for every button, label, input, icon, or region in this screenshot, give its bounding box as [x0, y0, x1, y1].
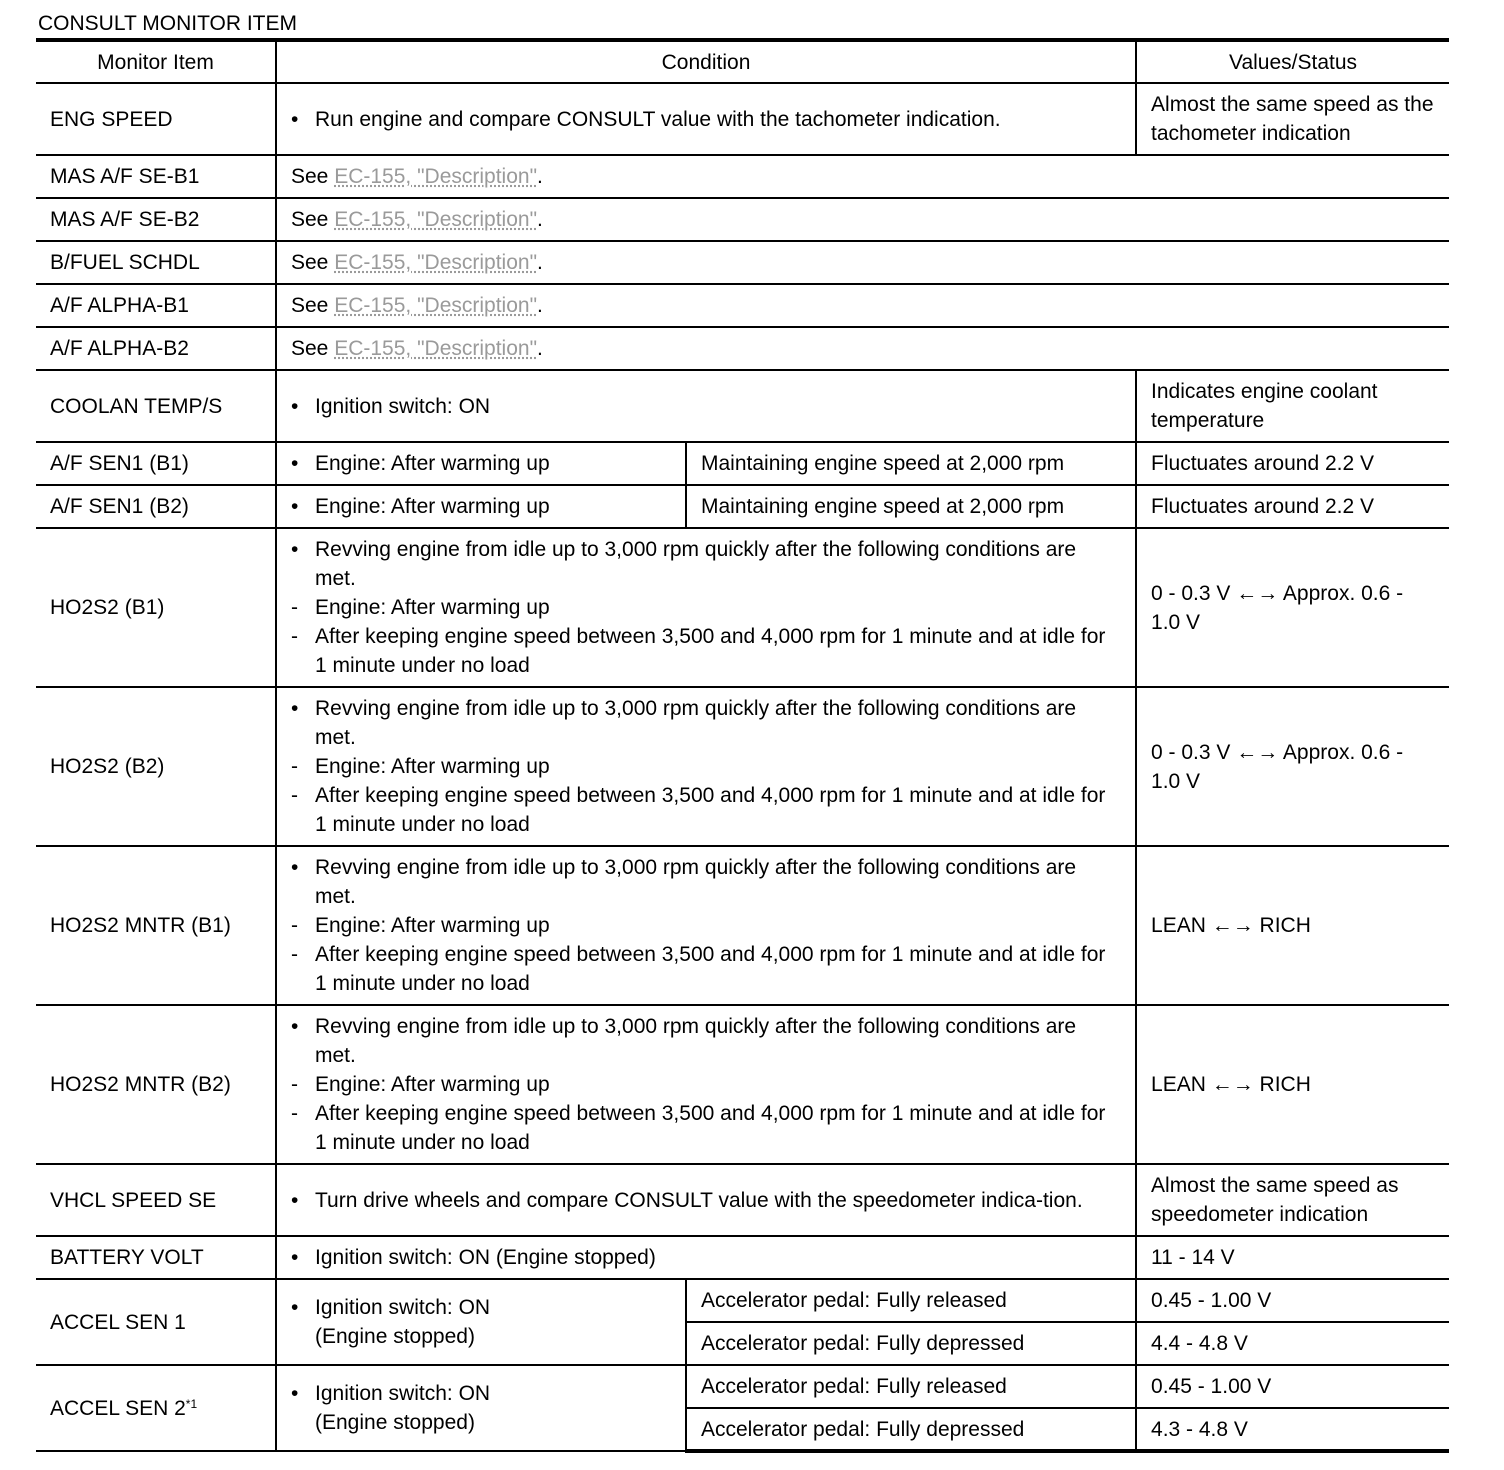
condition-text: Engine: After warming up	[315, 495, 550, 518]
monitor-item: ACCEL SEN 1	[36, 1279, 276, 1365]
monitor-item: MAS A/F SE-B2	[36, 198, 276, 241]
table-row	[36, 1365, 1449, 1408]
value-cell: 4.3 - 4.8 V	[1136, 1408, 1449, 1451]
see-label: See	[291, 337, 335, 360]
condition-line: Ignition switch: ON	[315, 1296, 491, 1319]
table-row	[36, 83, 1449, 155]
reference-cell: See EC-155, "Description".	[276, 284, 1449, 327]
condition-subtext: Engine: After warming up	[315, 1073, 550, 1096]
condition-cell	[276, 1236, 1136, 1279]
description-link[interactable]: EC-155, "Description"	[334, 337, 538, 360]
sub-condition-cell: Accelerator pedal: Fully released	[686, 1279, 1136, 1322]
condition-text: Revving engine from idle up to 3,000 rpm quickly after the following conditions are met.	[315, 538, 1077, 590]
table-row	[36, 1236, 1449, 1279]
condition-cell	[276, 442, 686, 485]
reference-cell: See EC-155, "Description".	[276, 241, 1449, 284]
condition-text: Turn drive wheels and compare CONSULT value with the speedometer indica-tion.	[315, 1188, 1083, 1212]
description-link[interactable]: EC-155, "Description"	[334, 165, 538, 188]
condition-cell	[276, 1365, 686, 1451]
condition-cell	[276, 370, 1136, 442]
condition-subtext: After keeping engine speed between 3,500 and 4,000 rpm for 1 minute and at idle for 1 minute under no load	[315, 943, 1106, 995]
dash: -	[291, 596, 298, 619]
monitor-item: COOLAN TEMP/S	[36, 370, 276, 442]
value-cell: 0 - 0.3 V ←→ Approx. 0.6 - 1.0 V	[1136, 687, 1449, 846]
monitor-item	[36, 1365, 276, 1451]
description-link[interactable]: EC-155, "Description"	[334, 208, 538, 231]
value-cell: 0.45 - 1.00 V	[1136, 1365, 1449, 1408]
monitor-item: VHCL SPEED SE	[36, 1164, 276, 1236]
condition-text: Revving engine from idle up to 3,000 rpm quickly after the following conditions are met.	[315, 1015, 1077, 1067]
table-row	[36, 485, 1449, 528]
sub-condition-cell: Accelerator pedal: Fully depressed	[686, 1322, 1136, 1365]
condition-cell	[276, 846, 1136, 1005]
condition-subtext: After keeping engine speed between 3,500 and 4,000 rpm for 1 minute and at idle for 1 minute under no load	[315, 784, 1106, 836]
dash: -	[291, 784, 298, 807]
header-values-status: Values/Status	[1136, 40, 1449, 83]
description-link[interactable]: EC-155, "Description"	[334, 294, 538, 317]
dash: -	[291, 914, 298, 937]
table-row	[36, 327, 1449, 370]
condition-line: (Engine stopped)	[315, 1411, 475, 1434]
condition-subtext: Engine: After warming up	[315, 914, 550, 937]
bullet: •	[291, 538, 299, 561]
bullet: •	[291, 697, 299, 720]
see-label: See	[291, 294, 335, 317]
header-condition: Condition	[276, 40, 1136, 83]
condition-text: Engine: After warming up	[315, 452, 550, 475]
condition-subtext: Engine: After warming up	[315, 755, 550, 778]
reference-cell: See EC-155, "Description".	[276, 198, 1449, 241]
monitor-item: HO2S2 MNTR (B1)	[36, 846, 276, 1005]
monitor-item: HO2S2 (B2)	[36, 687, 276, 846]
monitor-item: A/F SEN1 (B1)	[36, 442, 276, 485]
condition-text: Ignition switch: ON (Engine stopped)	[315, 1246, 656, 1269]
condition-text: Ignition switch: ON	[315, 394, 491, 418]
monitor-item: A/F ALPHA-B2	[36, 327, 276, 370]
condition-cell	[276, 1279, 686, 1365]
condition-cell	[276, 1005, 1136, 1164]
description-link[interactable]: EC-155, "Description"	[334, 251, 538, 274]
value-cell: 0.45 - 1.00 V	[1136, 1279, 1449, 1322]
monitor-item: MAS A/F SE-B1	[36, 155, 276, 198]
bullet: •	[291, 107, 299, 131]
monitor-item: A/F ALPHA-B1	[36, 284, 276, 327]
bullet: •	[291, 1015, 299, 1038]
monitor-item: B/FUEL SCHDL	[36, 241, 276, 284]
see-label: See	[291, 251, 335, 274]
condition-line: (Engine stopped)	[315, 1325, 475, 1348]
value-cell: Indicates engine coolant temperature	[1136, 370, 1449, 442]
bullet: •	[291, 856, 299, 879]
bullet: •	[291, 495, 299, 518]
dash: -	[291, 1073, 298, 1096]
monitor-item: HO2S2 (B1)	[36, 528, 276, 687]
table-row	[36, 155, 1449, 198]
monitor-item: BATTERY VOLT	[36, 1236, 276, 1279]
dash: -	[291, 943, 298, 966]
sub-condition-cell: Accelerator pedal: Fully depressed	[686, 1408, 1136, 1451]
monitor-item: ENG SPEED	[36, 83, 276, 155]
value-cell: LEAN ←→ RICH	[1136, 846, 1449, 1005]
reference-cell: See EC-155, "Description".	[276, 155, 1449, 198]
value-cell: Fluctuates around 2.2 V	[1136, 485, 1449, 528]
see-label: See	[291, 165, 335, 188]
condition-text	[315, 1293, 671, 1351]
table-row	[36, 284, 1449, 327]
condition-text: Revving engine from idle up to 3,000 rpm quickly after the following conditions are met.	[315, 856, 1077, 908]
table-row	[36, 846, 1449, 1005]
bullet: •	[291, 394, 299, 418]
condition-text: Run engine and compare CONSULT value with the tachometer indication.	[315, 107, 1001, 131]
bullet: •	[291, 1296, 299, 1319]
condition-cell	[276, 485, 686, 528]
sub-condition-cell: Maintaining engine speed at 2,000 rpm	[686, 485, 1136, 528]
condition-subtext: After keeping engine speed between 3,500 and 4,000 rpm for 1 minute and at idle for 1 minute under no load	[315, 1102, 1106, 1154]
table-row	[36, 198, 1449, 241]
value-cell: Fluctuates around 2.2 V	[1136, 442, 1449, 485]
see-label: See	[291, 208, 335, 231]
sub-condition-cell: Accelerator pedal: Fully released	[686, 1365, 1136, 1408]
table-row	[36, 241, 1449, 284]
bullet: •	[291, 1382, 299, 1405]
condition-line: Ignition switch: ON	[315, 1382, 491, 1405]
footnote-marker: *1	[185, 1396, 198, 1411]
bullet: •	[291, 452, 299, 475]
header-monitor-item: Monitor Item	[36, 40, 276, 83]
condition-subtext: Engine: After warming up	[315, 596, 550, 619]
table-row	[36, 687, 1449, 846]
table-row	[36, 1279, 1449, 1322]
condition-subtext: After keeping engine speed between 3,500 and 4,000 rpm for 1 minute and at idle for 1 minute under no load	[315, 625, 1106, 677]
dash: -	[291, 1102, 298, 1125]
monitor-item: HO2S2 MNTR (B2)	[36, 1005, 276, 1164]
section-title: CONSULT MONITOR ITEM	[38, 12, 298, 35]
header-row	[36, 40, 1449, 83]
value-cell: Almost the same speed as speedometer indication	[1136, 1164, 1449, 1236]
value-cell: Almost the same speed as the tachometer indication	[1136, 83, 1449, 155]
table-row	[36, 370, 1449, 442]
consult-monitor-table	[36, 38, 1449, 1453]
value-cell: LEAN ←→ RICH	[1136, 1005, 1449, 1164]
condition-text: Revving engine from idle up to 3,000 rpm quickly after the following conditions are met.	[315, 697, 1077, 749]
table-row	[36, 1164, 1449, 1236]
monitor-item-label: ACCEL SEN 2	[50, 1396, 186, 1420]
dash: -	[291, 755, 298, 778]
monitor-item: A/F SEN1 (B2)	[36, 485, 276, 528]
value-cell: 0 - 0.3 V ←→ Approx. 0.6 - 1.0 V	[1136, 528, 1449, 687]
bullet: •	[291, 1246, 299, 1269]
reference-cell: See EC-155, "Description".	[276, 327, 1449, 370]
bullet: •	[291, 1188, 299, 1212]
table-row	[36, 1005, 1449, 1164]
table-row	[36, 442, 1449, 485]
value-cell: 11 - 14 V	[1136, 1236, 1449, 1279]
condition-cell	[276, 528, 1136, 687]
condition-cell	[276, 687, 1136, 846]
table-row	[36, 528, 1449, 687]
value-cell: 4.4 - 4.8 V	[1136, 1322, 1449, 1365]
condition-cell	[276, 83, 1136, 155]
sub-condition-cell: Maintaining engine speed at 2,000 rpm	[686, 442, 1136, 485]
condition-cell	[276, 1164, 1136, 1236]
condition-text	[315, 1379, 671, 1437]
dash: -	[291, 625, 298, 648]
